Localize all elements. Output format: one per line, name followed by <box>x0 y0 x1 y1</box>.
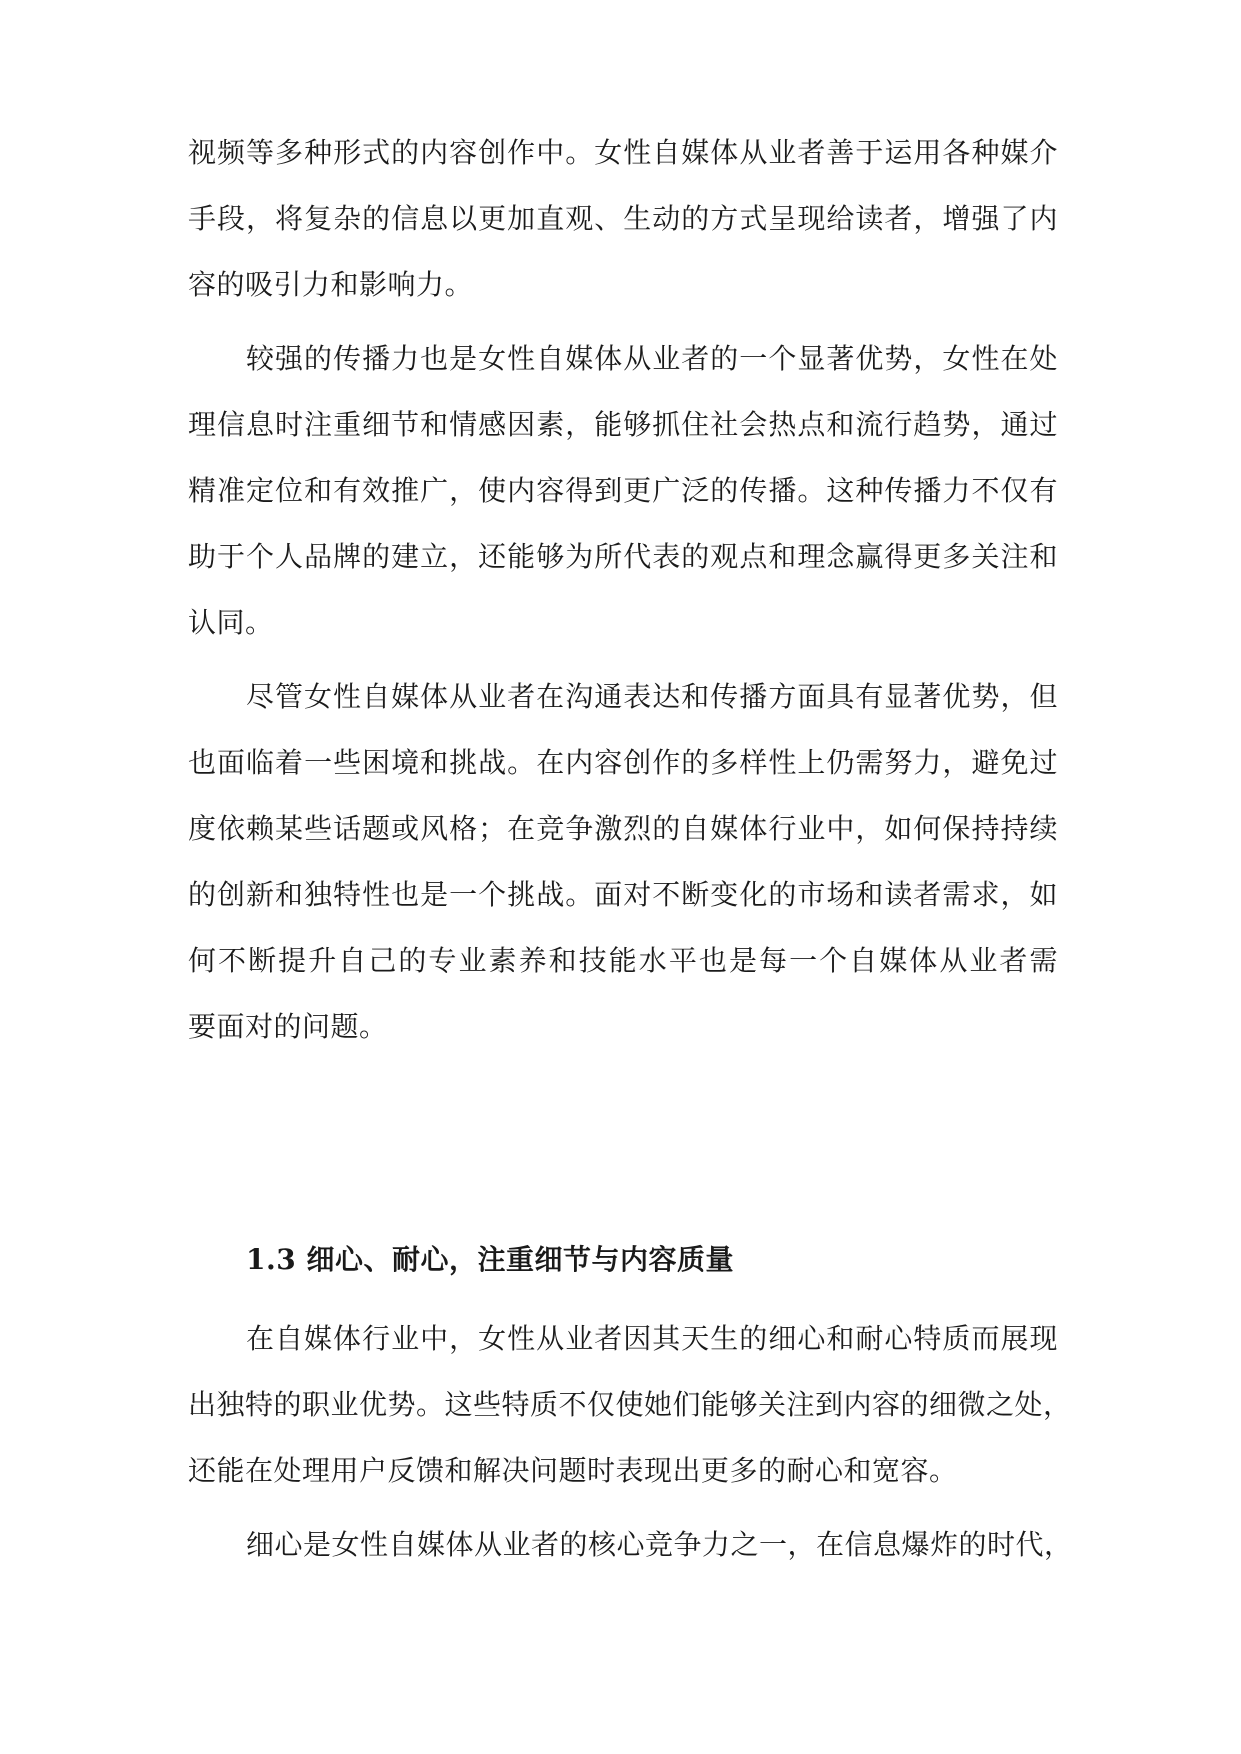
paragraph-line: 手段，将复杂的信息以更加直观、生动的方式呈现给读者，增强了内 <box>188 202 1058 235</box>
paragraph-line: 的创新和独特性也是一个挑战。面对不断变化的市场和读者需求，如 <box>188 878 1058 911</box>
paragraph-line: 尽管女性自媒体从业者在沟通表达和传播方面具有显著优势，但 <box>246 680 1058 713</box>
paragraph-line: 助于个人品牌的建立，还能够为所代表的观点和理念赢得更多关注和 <box>188 540 1058 573</box>
paragraph-line: 何不断提升自己的专业素养和技能水平也是每一个自媒体从业者需 <box>188 944 1058 977</box>
paragraph-line: 度依赖某些话题或风格；在竞争激烈的自媒体行业中，如何保持持续 <box>188 812 1058 845</box>
paragraph-line: 精准定位和有效推广，使内容得到更广泛的传播。这种传播力不仅有 <box>188 474 1058 507</box>
section-heading: 1.3 细心、耐心，注重细节与内容质量 <box>246 1243 734 1276</box>
paragraph-4 <box>188 1306 1072 1504</box>
paragraph-5 <box>188 1512 1073 1578</box>
paragraph-line: 视频等多种形式的内容创作中。女性自媒体从业者善于运用各种媒介 <box>188 136 1058 169</box>
paragraph-line: 还能在处理用户反馈和解决问题时表现出更多的耐心和宽容。 <box>188 1454 958 1487</box>
paragraph-line: 要面对的问题。 <box>188 1010 388 1043</box>
paragraph-line: 认同。 <box>188 606 274 639</box>
paragraph-line: 也面临着一些困境和挑战。在内容创作的多样性上仍需努力，避免过 <box>188 746 1058 779</box>
paragraph-1 <box>188 120 1058 318</box>
paragraph-line: 细心是女性自媒体从业者的核心竞争力之一，在信息爆炸的时代， <box>246 1528 1073 1561</box>
paragraph-2 <box>188 326 1058 656</box>
paragraph-line: 较强的传播力也是女性自媒体从业者的一个显著优势，女性在处 <box>246 342 1058 375</box>
paragraph-line: 容的吸引力和影响力。 <box>188 268 474 301</box>
paragraph-line: 理信息时注重细节和情感因素，能够抓住社会热点和流行趋势，通过 <box>188 408 1058 441</box>
paragraph-line: 在自媒体行业中，女性从业者因其天生的细心和耐心特质而展现 <box>246 1322 1058 1355</box>
paragraph-3 <box>188 664 1058 1060</box>
paragraph-line: 出独特的职业优势。这些特质不仅使她们能够关注到内容的细微之处， <box>188 1388 1072 1421</box>
